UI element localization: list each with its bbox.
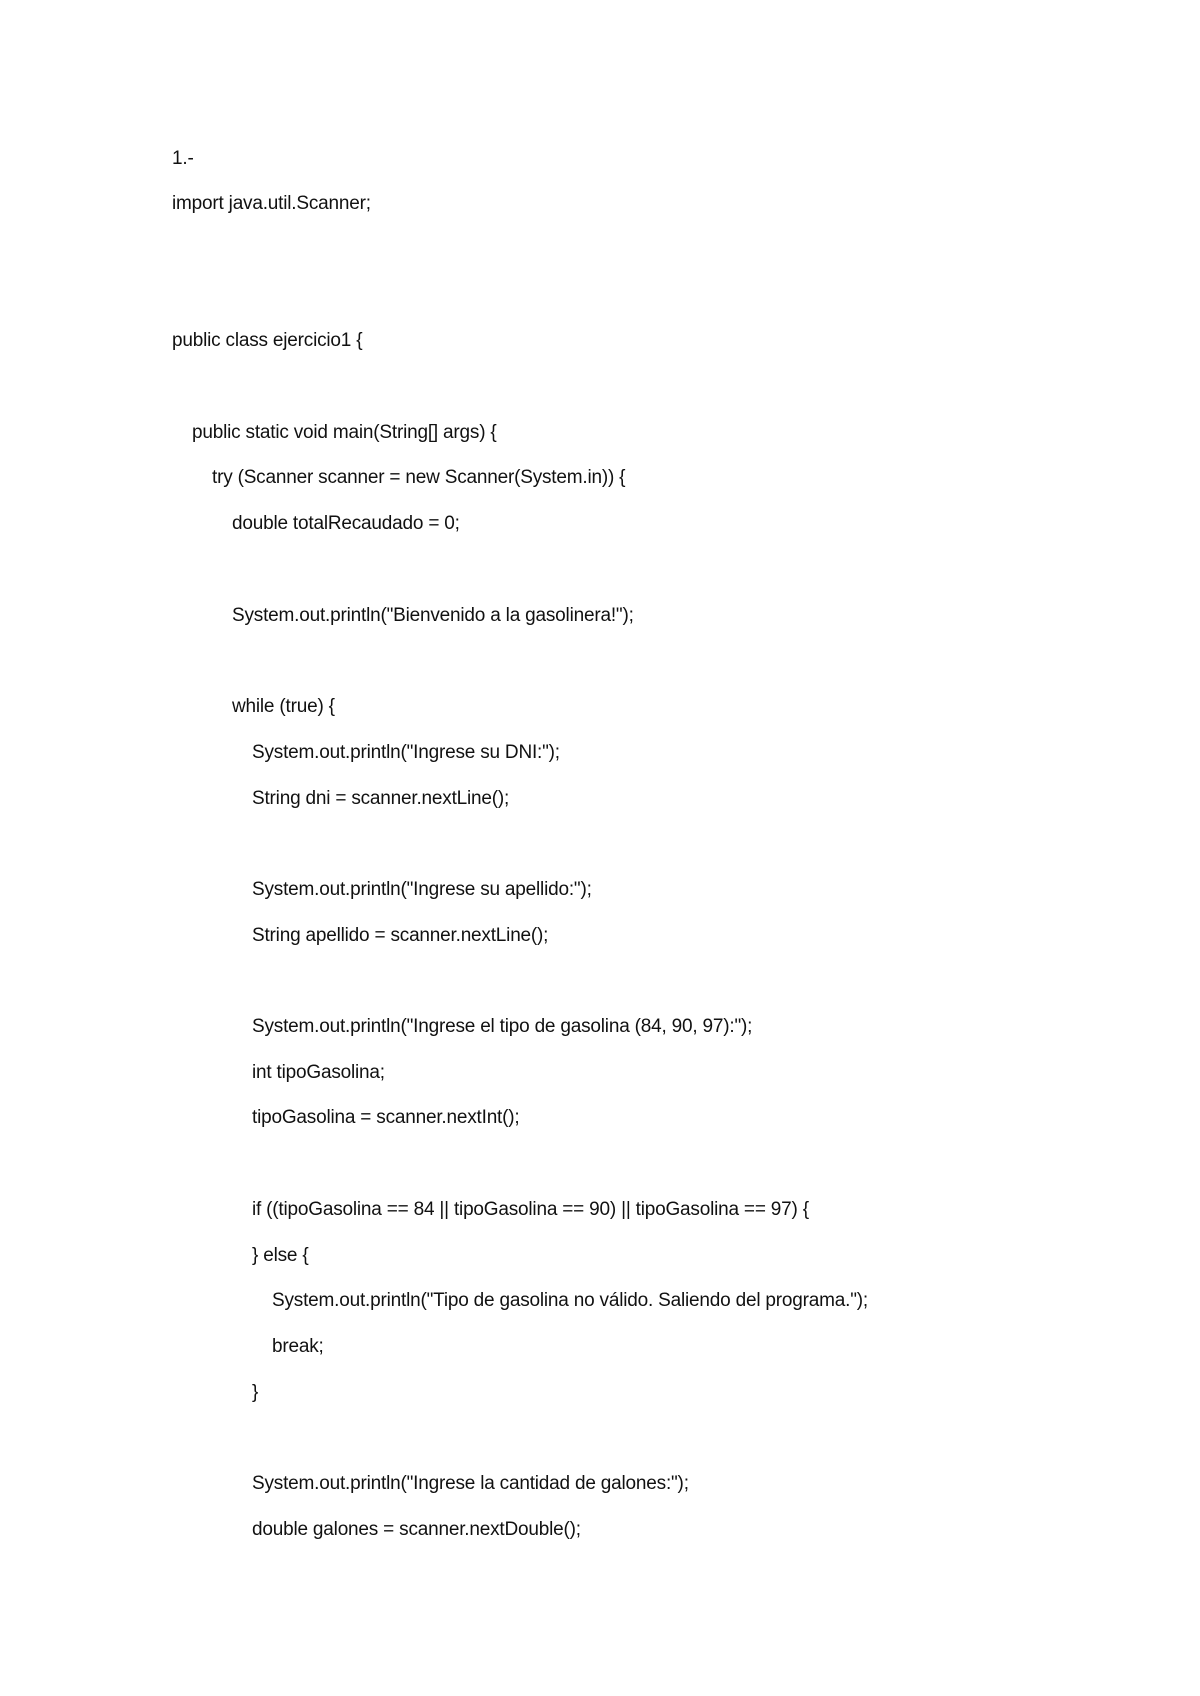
code-line: tipoGasolina = scanner.nextInt();: [252, 1107, 520, 1128]
code-line: import java.util.Scanner;: [172, 193, 371, 214]
code-line: double totalRecaudado = 0;: [232, 513, 460, 534]
code-line: int tipoGasolina;: [252, 1062, 385, 1083]
code-line: double galones = scanner.nextDouble();: [252, 1519, 581, 1540]
code-line: if ((tipoGasolina == 84 || tipoGasolina == 90) || tipoGasolina == 97) {: [252, 1199, 809, 1220]
code-line: try (Scanner scanner = new Scanner(System.in)) {: [212, 467, 626, 488]
code-line: String apellido = scanner.nextLine();: [252, 925, 549, 946]
code-line: break;: [272, 1336, 324, 1357]
code-line: System.out.println("Ingrese el tipo de gasolina (84, 90, 97):");: [252, 1016, 753, 1037]
code-line: System.out.println("Tipo de gasolina no válido. Saliendo del programa.");: [272, 1290, 868, 1311]
code-line: }: [252, 1382, 259, 1403]
code-line: System.out.println("Ingrese la cantidad de galones:");: [252, 1473, 689, 1494]
code-line: System.out.println("Bienvenido a la gasolinera!");: [232, 605, 634, 626]
code-line: } else {: [252, 1245, 309, 1266]
code-line: while (true) {: [232, 696, 335, 717]
section-number: 1.-: [172, 148, 194, 169]
code-line: public static void main(String[] args) {: [192, 422, 497, 443]
code-line: public class ejercicio1 {: [172, 330, 363, 351]
code-line: System.out.println("Ingrese su DNI:");: [252, 742, 560, 763]
code-line: System.out.println("Ingrese su apellido:");: [252, 879, 592, 900]
code-line: String dni = scanner.nextLine();: [252, 788, 510, 809]
